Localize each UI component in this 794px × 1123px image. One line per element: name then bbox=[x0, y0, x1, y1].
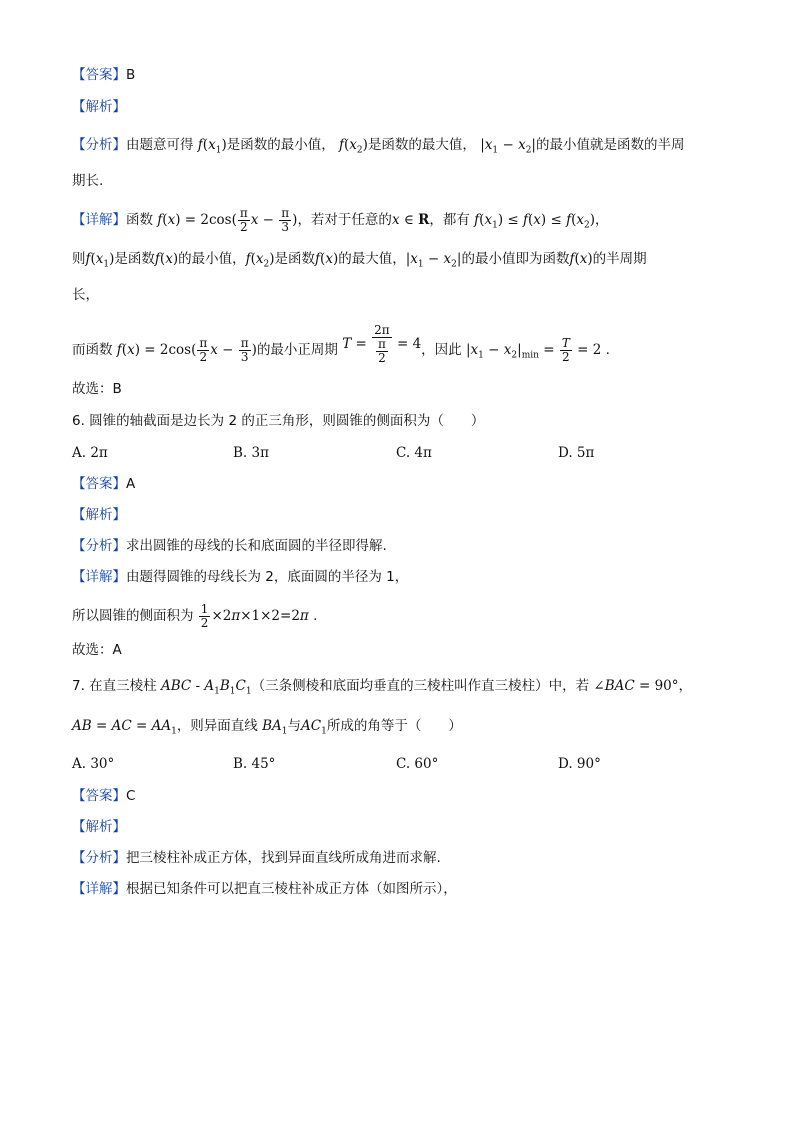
question-text: ，则异面直线 bbox=[176, 718, 258, 734]
analysis-text: 是函数的最大值， bbox=[367, 137, 476, 153]
detail-text: 的最小值即为函数 bbox=[461, 251, 570, 267]
question-text: （三条侧棱和底面均垂直的三棱柱叫作直三棱柱）中，若 bbox=[251, 678, 590, 694]
detail-text: 由题得圆锥的母线长为 2，底面圆的半径为 1， bbox=[126, 569, 409, 585]
option-c: C. 60° bbox=[396, 756, 439, 772]
detail-tag: 【详解】 bbox=[72, 881, 126, 897]
answer-tag: 【答案】 bbox=[72, 476, 126, 492]
question-text: 与 bbox=[287, 718, 302, 734]
formula-angle: ∠BAC = 90° bbox=[593, 678, 679, 694]
question-text: 7. 在直三棱柱 bbox=[72, 678, 157, 694]
detail-text: 根据已知条件可以把直三棱柱补成正方体（如图所示）， bbox=[126, 881, 457, 897]
analysis-text: 求出圆锥的母线的长和底面圆的半径即得解. bbox=[126, 538, 387, 554]
question-7-stem: 7. 在直三棱柱 ABC - $A_1B_1C_1$（三条侧棱和底面均垂直的三棱柱叫作直三棱柱）中，若 ∠BAC = 90°， bbox=[72, 678, 693, 697]
answer-value: C bbox=[126, 788, 136, 804]
answer-tag: 【答案】 bbox=[72, 67, 126, 83]
jiexi-heading-7 bbox=[72, 817, 126, 837]
formula-function-def: f(x) = 2cos( $\frac{\pi}{2}$ x − $\frac{\pi}{3}$ ) bbox=[157, 206, 298, 234]
analysis-tag: 【分析】 bbox=[72, 538, 126, 554]
jiexi-heading-6 bbox=[72, 505, 126, 525]
option-d: D. 5π bbox=[558, 445, 595, 461]
formula-equal-edges: AB = AC = $AA_1$ bbox=[72, 718, 177, 737]
analysis-tag: 【分析】 bbox=[72, 137, 126, 153]
option-b: B. 45° bbox=[233, 756, 276, 772]
question-text: 6. 圆锥的轴截面是边长为 2 的正三角形，则圆锥的侧面积为（ ） bbox=[72, 413, 485, 429]
formula-fx1: f bbox=[197, 137, 203, 153]
analysis-line-7 bbox=[72, 848, 441, 868]
analysis-text: 由题意可得 bbox=[126, 137, 194, 153]
detail-line-6 bbox=[72, 567, 408, 587]
formula-period: T = $\frac{2\pi}{\frac{\pi}{2}}$ = 4 bbox=[342, 323, 422, 365]
jiexi-heading-5 bbox=[72, 97, 126, 117]
formula-abs-diff: $|x_1 - x_2|$ bbox=[480, 137, 536, 156]
detail-text: 长， bbox=[72, 287, 99, 303]
jiexi-tag: 【解析】 bbox=[72, 507, 126, 523]
choice-text: 故选：A bbox=[72, 642, 122, 658]
question-7-stem-2: AB = AC = $AA_1$，则异面直线 $BA_1$与$AC_1$所成的角等于（ ） bbox=[72, 718, 462, 737]
formula-line-ac1: AC bbox=[301, 718, 322, 734]
choice-text: 故选：B bbox=[72, 381, 122, 397]
detail-text: 的最小值， bbox=[178, 251, 246, 267]
detail-text: ，若对于任意的 bbox=[297, 212, 392, 228]
answer-line-6 bbox=[72, 474, 135, 494]
analysis-line-6 bbox=[72, 536, 387, 556]
formula-min-diff: $|x_1 - x_2|_{min}$ = $\frac{T}{2}$ = 2 bbox=[465, 336, 602, 364]
detail-line-7 bbox=[72, 879, 457, 899]
detail-text: 的半周期 bbox=[592, 251, 647, 267]
choice-line-5 bbox=[72, 379, 122, 399]
detail-text: ，都有 bbox=[429, 212, 470, 228]
formula-fx2: f bbox=[339, 137, 345, 153]
analysis-line-5: 【分析】由题意可得 $f(x_1)$是函数的最小值， $f(x_2)$是函数的最大值， $|x_1 - x_2|$的最小值就是函数的半周 bbox=[72, 137, 685, 156]
detail-line-6-2: 所以圆锥的侧面积为 $\frac{1}{2}$ ×2π×1×2=2π . bbox=[72, 602, 318, 630]
detail-text: 而函数 bbox=[72, 342, 113, 358]
answer-value: B bbox=[126, 67, 136, 83]
option-a: A. 30° bbox=[72, 756, 115, 772]
analysis-text: 期长. bbox=[72, 173, 104, 189]
analysis-line-5-cont bbox=[72, 171, 103, 191]
analysis-text: 的最小值就是函数的半周 bbox=[535, 137, 685, 153]
option-d: D. 90° bbox=[558, 756, 601, 772]
detail-line-5-4: 而函数 f(x) = 2cos( $\frac{\pi}{2}$ x − $\frac{\pi}{3}$ )的最小正周期 T = $\frac{2\pi}{\frac{\pi}{2}}$ = 4，因此 $|x_1 - x_2|_{min}$ = $\frac{T}{2}$ = 2 . bbox=[72, 323, 610, 365]
formula-inequality: $f(x_1) \le f(x) \le f(x_2)$ bbox=[474, 212, 595, 231]
option-a: A. 2π bbox=[72, 445, 108, 461]
formula-function-def: f(x) = 2cos( $\frac{\pi}{2}$ x − $\frac{\pi}{3}$ ) bbox=[116, 336, 257, 364]
question-6-stem bbox=[72, 411, 484, 431]
detail-text: 是函数 bbox=[114, 251, 155, 267]
question-text: 所成的角等于（ ） bbox=[326, 718, 462, 734]
answer-line-5 bbox=[72, 65, 135, 85]
analysis-tag: 【分析】 bbox=[72, 850, 126, 866]
detail-line-5-2: 则$f(x_1)$是函数f(x)的最小值，$f(x_2)$是函数f(x)的最大值，$|x_1 - x_2|$的最小值即为函数f(x)的半周期 bbox=[72, 251, 647, 270]
formula-lateral-area: $\frac{1}{2}$ ×2π×1×2=2π bbox=[200, 602, 309, 630]
option-c: C. 4π bbox=[396, 445, 432, 461]
detail-text: 的最大值， bbox=[338, 251, 406, 267]
detail-tag: 【详解】 bbox=[72, 569, 126, 585]
detail-text: 函数 bbox=[126, 212, 153, 228]
detail-line-5-3 bbox=[72, 285, 99, 305]
formula-line-ba1: BA bbox=[262, 718, 282, 734]
detail-text: 则 bbox=[72, 251, 86, 267]
detail-text: ，因此 bbox=[421, 342, 462, 358]
option-b: B. 3π bbox=[233, 445, 269, 461]
detail-tag: 【详解】 bbox=[72, 212, 126, 228]
analysis-text: 是函数的最小值， bbox=[226, 137, 335, 153]
jiexi-tag: 【解析】 bbox=[72, 819, 126, 835]
detail-text: 所以圆锥的侧面积为 bbox=[72, 608, 194, 624]
answer-tag: 【答案】 bbox=[72, 788, 126, 804]
detail-text: 的最小正周期 bbox=[256, 342, 338, 358]
detail-text: 是函数 bbox=[274, 251, 316, 267]
answer-line-7 bbox=[72, 786, 135, 806]
jiexi-tag: 【解析】 bbox=[72, 99, 126, 115]
formula-prism: ABC bbox=[160, 678, 192, 694]
answer-value: A bbox=[126, 476, 136, 492]
choice-line-6 bbox=[72, 640, 122, 660]
detail-line-5: 【详解】函数 f(x) = 2cos( $\frac{\pi}{2}$ x − $\frac{\pi}{3}$ )，若对于任意的x ∈ R，都有 $f(x_1) \le f(x) \le f(x_2)$， bbox=[72, 206, 609, 234]
analysis-text: 把三棱柱补成正方体，找到异面直线所成角进而求解. bbox=[126, 850, 441, 866]
